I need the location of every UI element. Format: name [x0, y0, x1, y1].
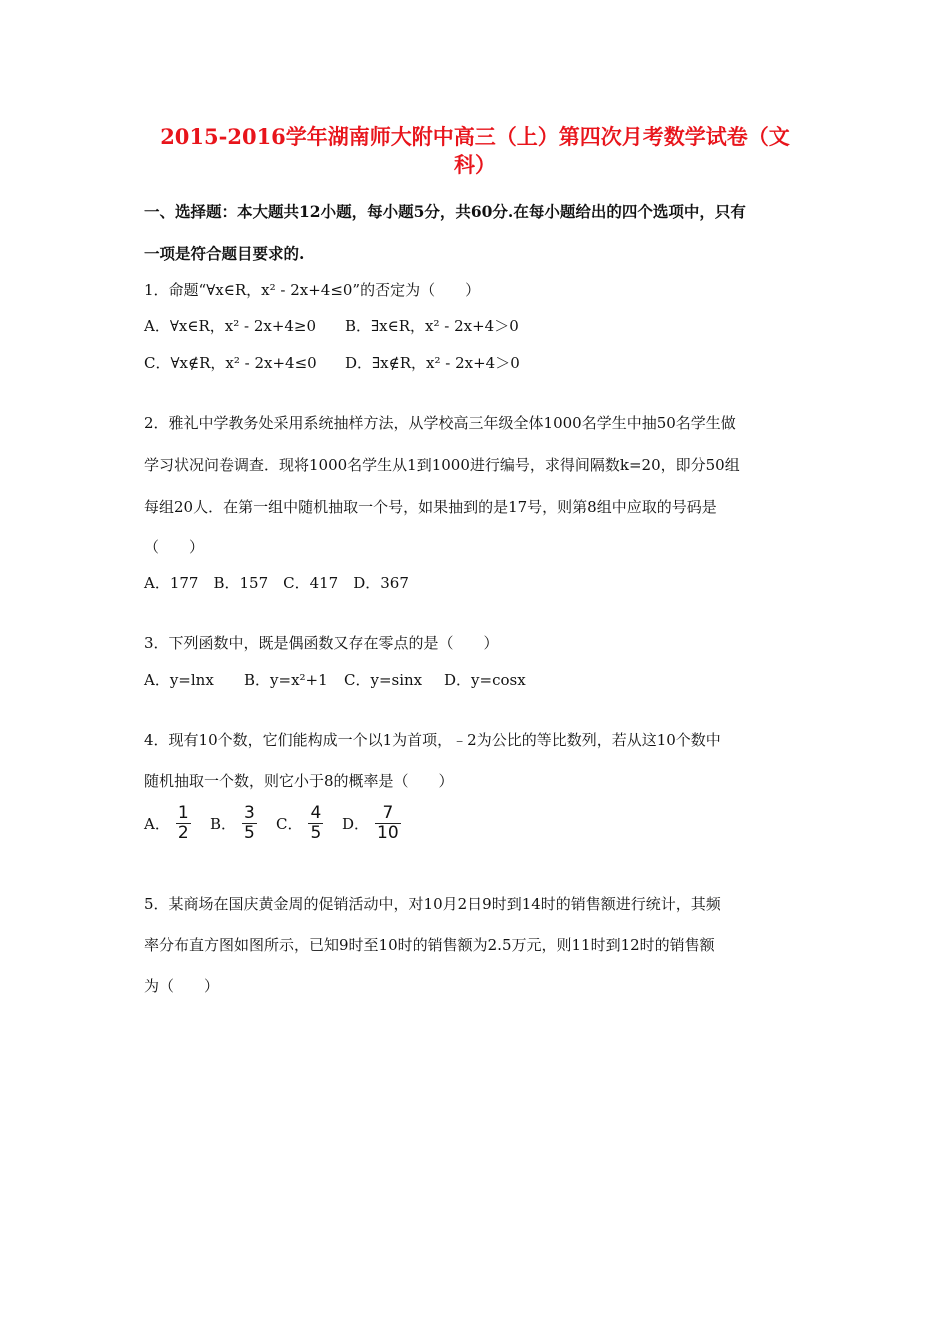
fraction-numerator: 7	[382, 803, 394, 823]
q4-option-d	[342, 804, 401, 843]
fraction-numerator: 4	[310, 803, 322, 823]
q4-option-b-label: B．	[210, 815, 237, 833]
q4-option-b	[210, 804, 257, 843]
exam-title-line1: 2015-2016学年湖南师大附中高三（上）第四次月考数学试卷（文	[160, 124, 790, 149]
q4-option-a	[144, 804, 191, 843]
fraction-numerator: 3	[244, 803, 255, 823]
q3-option-a: A．y=lnx	[144, 671, 214, 689]
q4-option-a-label: A．	[144, 815, 170, 833]
q1-option-a: A．∀x∈R，x² - 2x+4≥0	[144, 317, 317, 335]
q1-option-b: B．∃x∈R，x² - 2x+4＞0	[345, 317, 519, 335]
fraction-denominator: 5	[244, 823, 255, 843]
q4-option-c	[276, 804, 323, 843]
q4-option-d-label: D．	[342, 815, 370, 833]
fraction-denominator: 2	[177, 823, 189, 843]
q3-option-c: C．y=sinx	[344, 671, 423, 689]
q2-options: A．177 B．157 C．417 D．367	[144, 574, 409, 592]
q4-option-a-fraction	[176, 804, 191, 843]
q2-stem-line2: 学习状况问卷调查．现将1000名学生从1到1000进行编号，求得间隔数k=20，即分50组	[144, 456, 740, 474]
q3-stem: 3．下列函数中，既是偶函数又存在零点的是（ ）	[144, 634, 499, 652]
q5-stem-line1: 5．某商场在国庆黄金周的促销活动中，对10月2日9时到14时的销售额进行统计，其频	[144, 895, 721, 913]
q1-option-d: D．∃x∉R，x² - 2x+4＞0	[345, 354, 520, 372]
q4-option-d-fraction	[375, 804, 401, 843]
q5-stem-line3: 为（ ）	[144, 977, 220, 995]
q1-option-c: C．∀x∉R，x² - 2x+4≤0	[144, 354, 317, 372]
section-heading-line2: 一项是符合题目要求的.	[144, 244, 305, 263]
q4-option-b-fraction	[242, 804, 257, 843]
section-heading-line1: 一、选择题：本大题共12小题，每小题5分，共60分.在每小题给出的四个选项中，只有	[144, 202, 746, 221]
exam-title-line2: 科）	[454, 152, 496, 177]
fraction-denominator: 10	[377, 823, 399, 843]
q4-stem-line2: 随机抽取一个数，则它小于8的概率是（ ）	[144, 772, 454, 790]
fraction-denominator: 5	[310, 823, 322, 843]
q1-stem: 1．命题“∀x∈R，x² - 2x+4≤0”的否定为（ ）	[144, 281, 481, 299]
q2-stem-line1: 2．雅礼中学教务处采用系统抽样方法，从学校高三年级全体1000名学生中抽50名学生做	[144, 414, 736, 432]
q3-option-b: B．y=x²+1	[244, 671, 328, 689]
q2-stem-line3: 每组20人．在第一组中随机抽取一个号，如果抽到的是17号，则第8组中应取的号码是	[144, 498, 717, 516]
q5-stem-line2: 率分布直方图如图所示，已知9时至10时的销售额为2.5万元，则11时到12时的销售额	[144, 936, 715, 954]
q4-option-c-fraction	[308, 804, 323, 843]
q4-option-c-label: C．	[276, 815, 303, 833]
q2-stem-line4: （ ）	[144, 538, 205, 556]
q4-stem-line1: 4．现有10个数，它们能构成一个以1为首项，﹣2为公比的等比数列，若从这10个数中	[144, 731, 721, 749]
fraction-numerator: 1	[177, 803, 189, 823]
q3-option-d: D．y=cosx	[444, 671, 526, 689]
